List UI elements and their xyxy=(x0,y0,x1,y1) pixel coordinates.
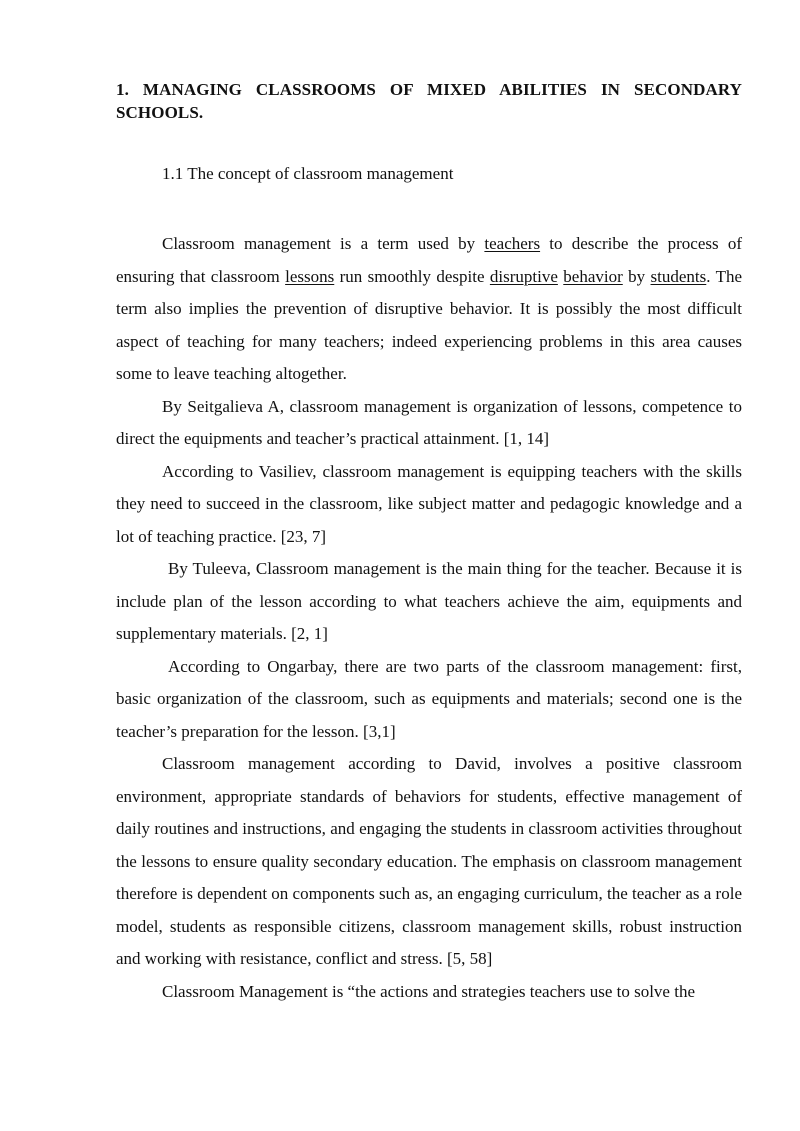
document-page xyxy=(116,78,742,1008)
paragraph-tuleeva: By Tuleeva, Classroom management is the main thing for the teacher. Because it is include plan of the lesson according to what teachers achieve the aim, equipments and supplementary materials. [2, 1] xyxy=(116,559,742,643)
link-lessons[interactable]: lessons xyxy=(285,266,335,286)
paragraph-vasiliev: According to Vasiliev, classroom management is equipping teachers with the skills they need to succeed in the classroom, like subject matter and pedagogic knowledge and a lot of teaching practice. [23, 7] xyxy=(116,461,742,546)
subsection-heading: 1.1 The concept of classroom management xyxy=(162,164,454,183)
link-students[interactable]: students xyxy=(650,266,707,286)
paragraph-david: Classroom management according to David, involves a positive classroom environment, appropriate standards of behaviors for students, effective management of daily routines and instructions, and engaging the students in classroom activities throughout the lessons to ensure quality secondary education. The emphasis on classroom management therefore is dependent on components such as, an engaging curriculum, the teacher as a role model, students as responsible citizens, classroom management skills, robust instruction and working with resistance, conflict and stress. [5, 58] xyxy=(116,754,742,968)
paragraph-definition: Classroom management is a term used by teachers to describe the process of ensuring that classroom lessons run smoothly despite disruptive behavior by students. The term also implies the prevention of disruptive behavior. It is possibly the most difficult aspect of teaching for many teachers; indeed experiencing problems in this area causes some to leave teaching altogether. xyxy=(116,234,743,383)
link-behavior[interactable]: behavior xyxy=(563,266,623,286)
section-heading: 1. MANAGING CLASSROOMS OF MIXED ABILITIES IN SECONDARY SCHOOLS. xyxy=(116,80,742,122)
paragraph-seitgalieva: By Seitgalieva A, classroom management is organization of lessons, competence to direct the equipments and teacher’s practical attainment. [1, 14] xyxy=(116,396,742,448)
paragraph-actions-strategies: Classroom Management is “the actions and strategies teachers use to solve the xyxy=(162,981,695,1001)
paragraph-ongarbay: According to Ongarbay, there are two parts of the classroom management: first, basic organization of the classroom, such as equipments and materials; second one is the teacher’s preparation for the lesson. [3,1] xyxy=(116,656,742,741)
link-disruptive[interactable]: disruptive xyxy=(489,266,558,286)
link-teachers[interactable]: teachers xyxy=(484,234,541,253)
